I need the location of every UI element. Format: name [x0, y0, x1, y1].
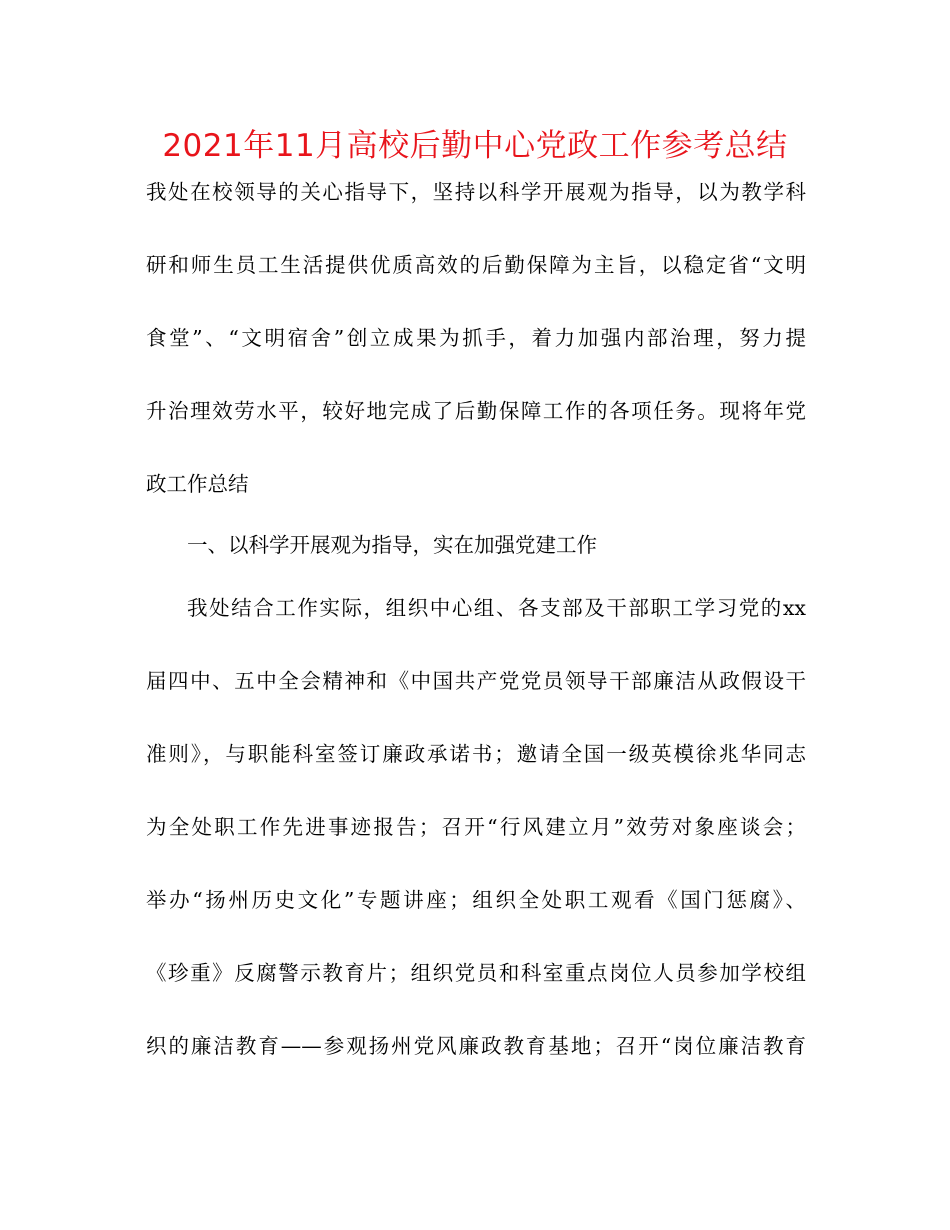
- body-line-11: 举办“扬州历史文化”专题讲座；组织全处职工观看《国门惩腐》、: [146, 888, 806, 912]
- body-line-3: 食堂”、“文明宿舍”创立成果为抓手，着力加强内部治理，努力提: [146, 326, 806, 350]
- document-title: 2021年11月高校后勤中心党政工作参考总结: [162, 128, 788, 164]
- body-line-2: 研和师生员工生活提供优质高效的后勤保障为主旨，以稳定省“文明: [146, 253, 806, 277]
- body-line-1: 我处在校领导的关心指导下，坚持以科学开展观为指导，以为教学科: [146, 180, 806, 204]
- body-line-9: 准则》，与职能科室签订廉政承诺书；邀请全国一级英模徐兆华同志: [146, 742, 806, 766]
- body-line-7: 我处结合工作实际，组织中心组、各支部及干部职工学习党的xx: [187, 596, 806, 620]
- body-line-4: 升治理效劳水平，较好地完成了后勤保障工作的各项任务。现将年党: [146, 399, 806, 423]
- body-line-10: 为全处职工作先进事迹报告；召开“行风建立月”效劳对象座谈会；: [146, 815, 806, 839]
- body-line-13: 织的廉洁教育——参观扬州党风廉政教育基地；召开“岗位廉洁教育: [146, 1034, 806, 1058]
- section-heading-1: 一、以科学开展观为指导，实在加强党建工作: [187, 533, 597, 557]
- body-line-5: 政工作总结: [146, 472, 249, 496]
- body-line-8: 届四中、五中全会精神和《中国共产党党员领导干部廉洁从政假设干: [146, 669, 806, 693]
- body-line-12: 《珍重》反腐警示教育片；组织党员和科室重点岗位人员参加学校组: [146, 961, 806, 985]
